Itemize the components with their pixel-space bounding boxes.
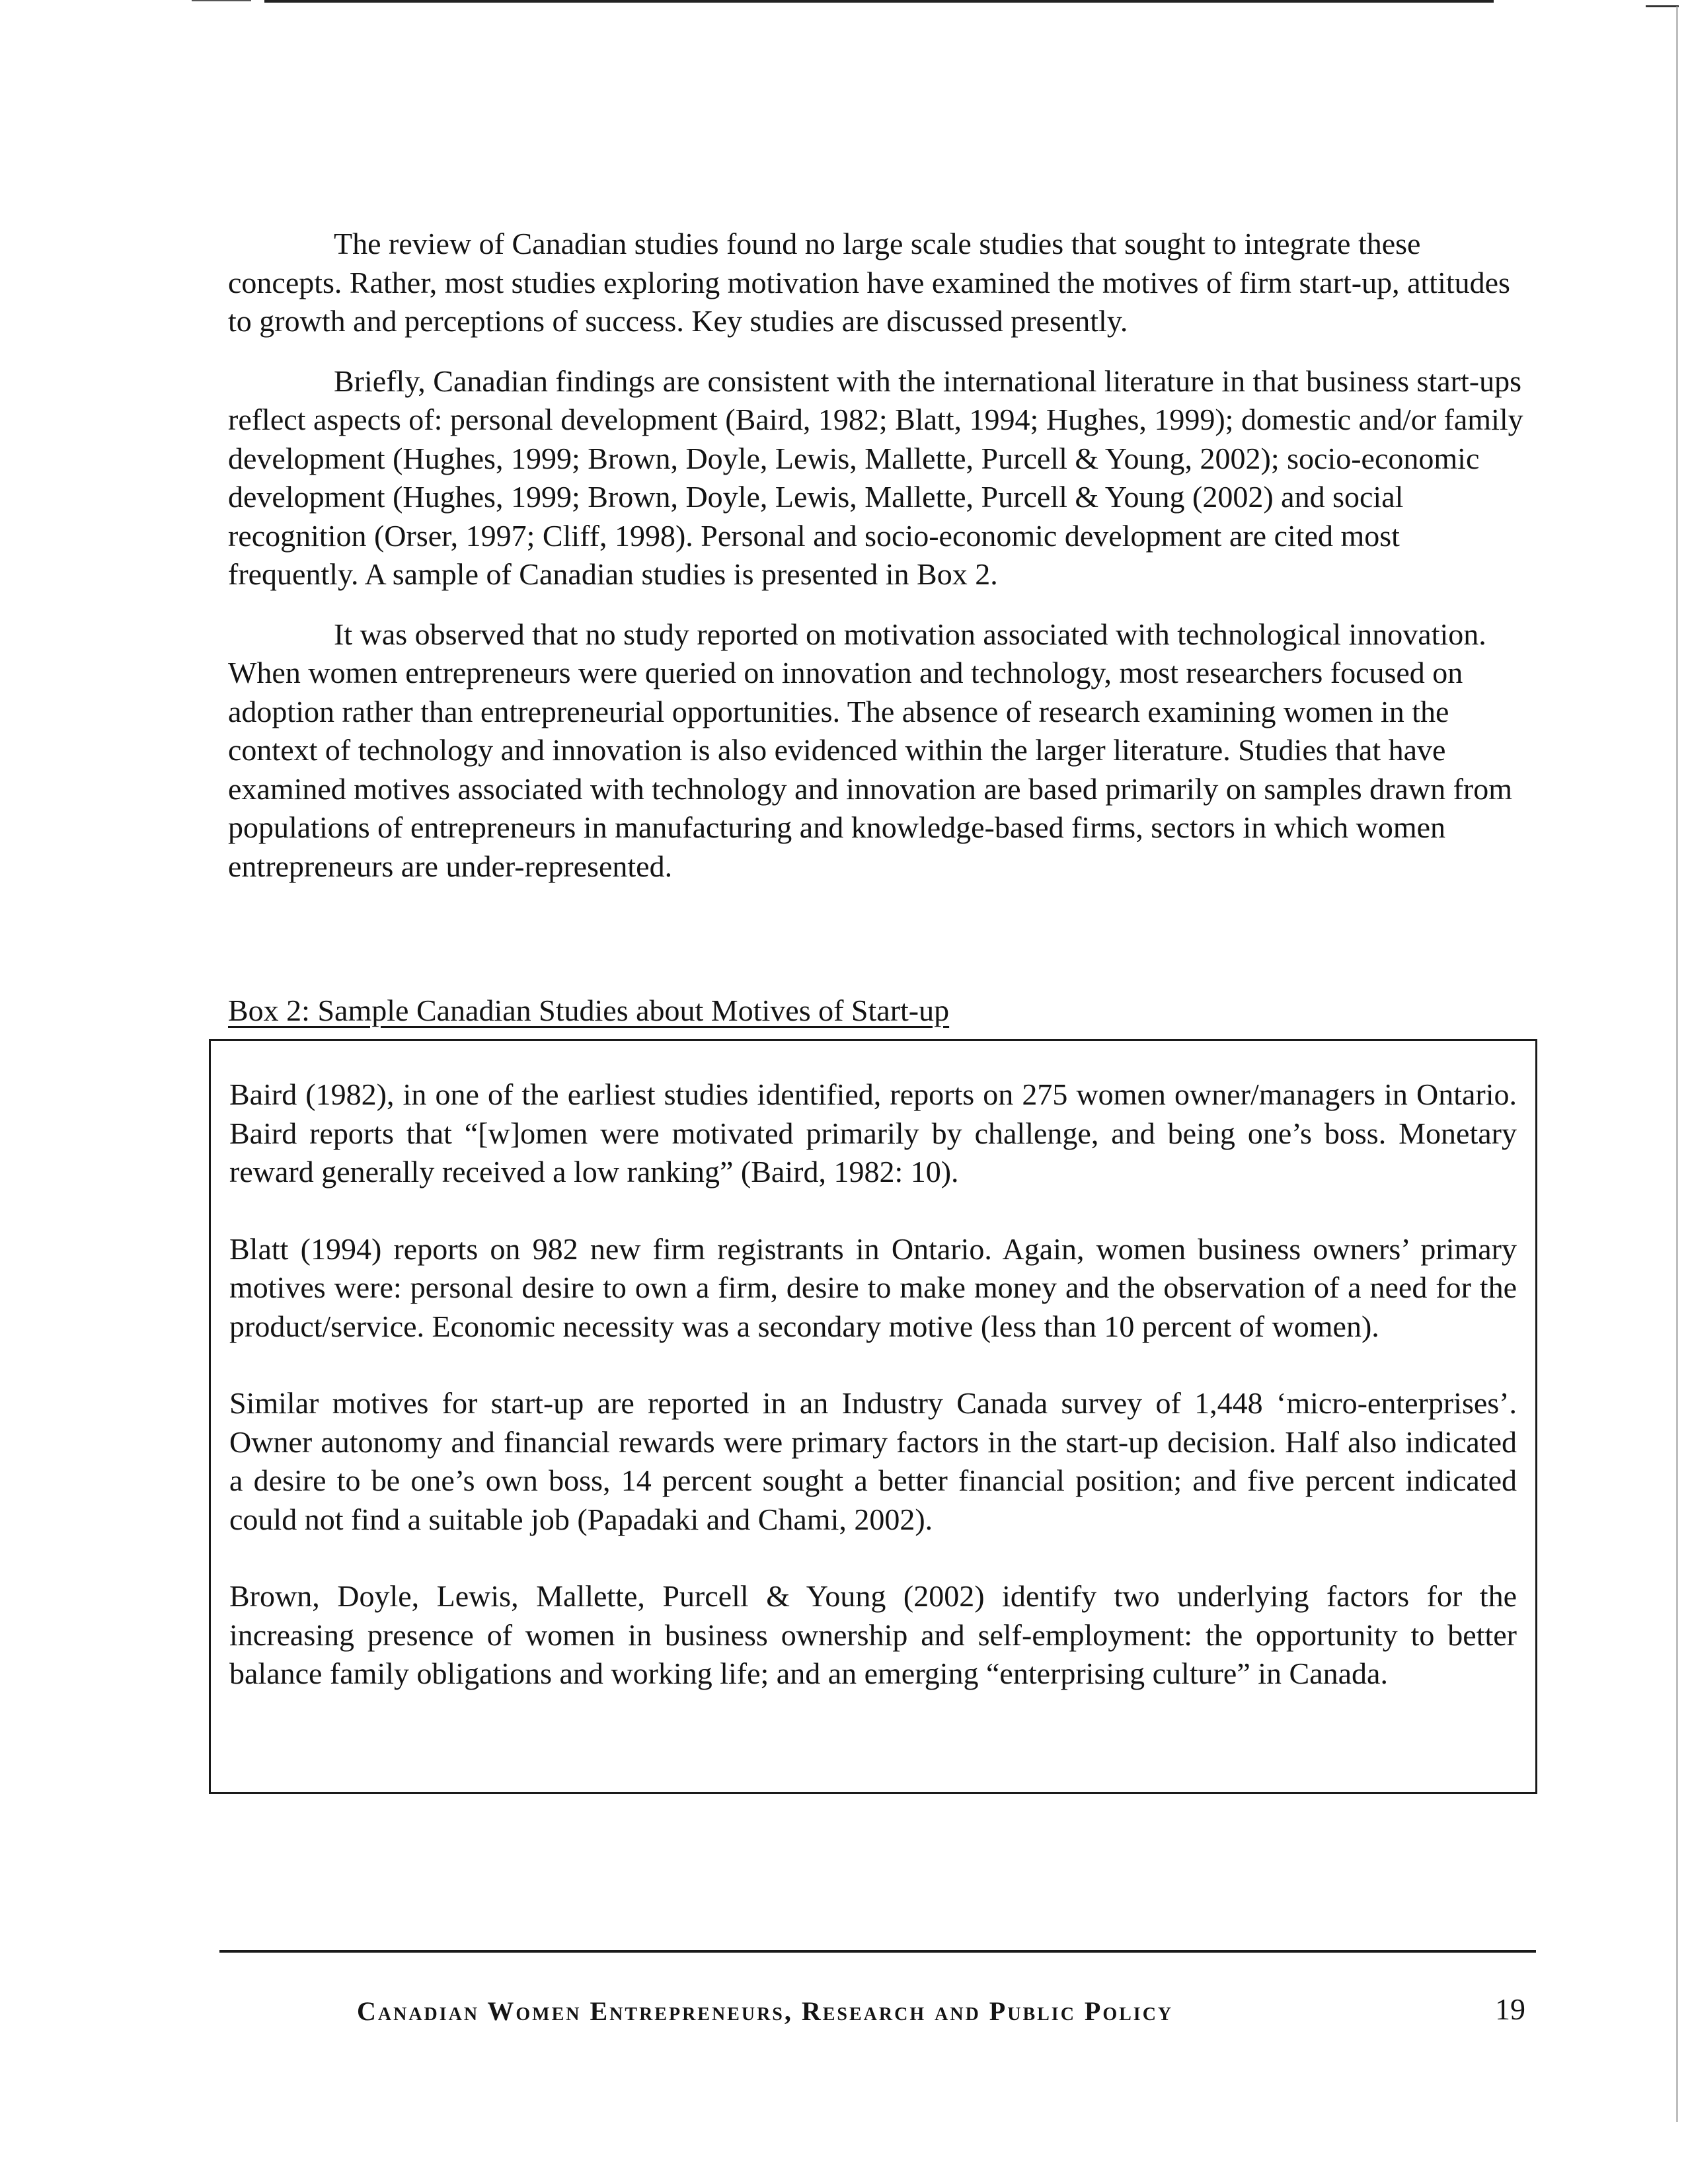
body-text	[228, 225, 1530, 907]
right-corner-mark	[1646, 5, 1679, 7]
page-number: 19	[1495, 1992, 1525, 2026]
right-page-edge	[1676, 7, 1678, 2122]
box-paragraph-baird: Baird (1982), in one of the earliest studies identified, reports on 275 women owner/managers in Ontario. Baird reports that “[w]omen were motivated primarily by challenge, and being one’s boss. Monetary reward generally received a low ranking” (Baird, 1982: 10).	[229, 1077, 1517, 1189]
body-paragraph-1: The review of Canadian studies found no large scale studies that sought to integrate these concepts. Rather, most studies exploring motivation have examined the motives of firm start-up, attitudes to growth and perceptions of success. Key studies are discussed presently.	[228, 227, 1510, 338]
box-paragraph-industry-canada: Similar motives for start-up are reported in an Industry Canada survey of 1,448 ‘micro-enterprises’. Owner autonomy and financial rewards were primary factors in the start-up decision. Half also indicated a desire to be one’s own boss, 14 percent sought a better financial position; and five percent indicated could not find a suitable job (Papadaki and Chami, 2002).	[229, 1386, 1517, 1536]
top-rule	[264, 0, 1494, 3]
footer-title: Canadian Women Entrepreneurs, Research and Public Policy	[357, 1996, 1174, 2026]
footer-rule	[219, 1950, 1536, 1953]
top-edge-mark	[192, 0, 251, 1]
body-paragraph-3: It was observed that no study reported on motivation associated with technological innovation. When women entrepreneurs were queried on innovation and technology, most researchers focused on adoption rather than entrepreneurial opportunities. The absence of research examining women in the context of technology and innovation is also evidenced within the larger literature. Studies that have examined motives associated with technology and innovation are based primarily on samples drawn from populations of entrepreneurs in manufacturing and knowledge-based firms, sectors in which women entrepreneurs are under-represented.	[228, 617, 1512, 883]
body-paragraph-2: Briefly, Canadian findings are consistent with the international literature in that business start-ups reflect aspects of: personal development (Baird, 1982; Blatt, 1994; Hughes, 1999); domestic and/or family development (Hughes, 1999; Brown, Doyle, Lewis, Mallette, Purcell & Young, 2002); socio-economic development (Hughes, 1999; Brown, Doyle, Lewis, Mallette, Purcell & Young (2002) and social recognition (Orser, 1997; Cliff, 1998). Personal and socio-economic development are cited most frequently. A sample of Canadian studies is presented in Box 2.	[228, 364, 1523, 591]
box-paragraph-blatt: Blatt (1994) reports on 982 new firm registrants in Ontario. Again, women business owners’ primary motives were: personal desire to own a firm, desire to make money and the observation of a need for the product/service. Economic necessity was a secondary motive (less than 10 percent of women).	[229, 1231, 1517, 1343]
box-title: Box 2: Sample Canadian Studies about Motives of Start-up	[228, 994, 950, 1027]
box-paragraph-brown: Brown, Doyle, Lewis, Mallette, Purcell & Young (2002) identify two underlying factors for the increasing presence of women in business ownership and self-employment: the opportunity to better balance family obligations and working life; and an emerging “enterprising culture” in Canada.	[229, 1579, 1517, 1690]
sample-studies-box	[209, 1039, 1537, 1794]
